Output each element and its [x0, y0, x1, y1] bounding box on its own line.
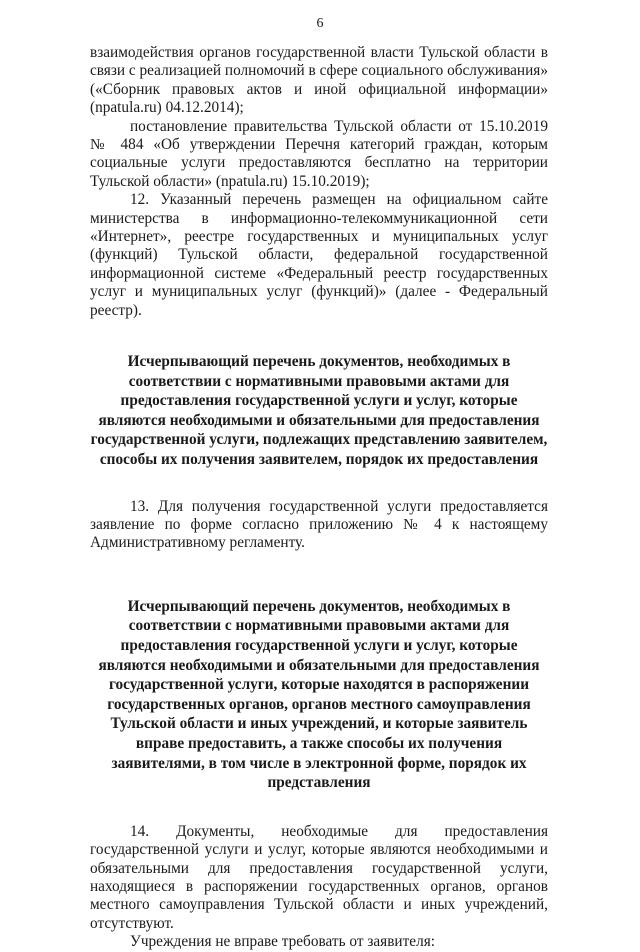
document-body: [90, 44, 548, 952]
paragraph-12: 12. Указанный перечень размещен на официальном сайте министерства в информационно-телекоммуникационной сети «Интернет», реестре государственных и муниципальных услуг (функций) Тульской области, федеральной государственной информационной системе «Федеральный реестр государственных услуг и муниципальных услуг (функций)» (далее - Федеральный реестр).: [90, 191, 548, 319]
paragraph-14: 14. Документы, необходимые для предоставления государственной услуги и услуг, которые являются необходимыми и обязательными для предоставления государственной услуги, находящиеся в распоряжении государственных органов, органов местного самоуправления Тульской области и иных учреждений, отсутствуют.: [90, 822, 548, 932]
paragraph-continuation: взаимодействия органов государственной власти Тульской области в связи с реализацией полномочий в сфере социального обслуживания» («Сборник правовых актов и иной официальной информации» (npatula.ru) 04.12.2014);: [90, 44, 548, 117]
page-number: 6: [316, 16, 324, 31]
paragraph-13: 13. Для получения государственной услуги предоставляется заявление по форме согласно приложению № 4 к настоящему Административному регламенту.: [90, 497, 548, 552]
paragraph-resolution: постановление правительства Тульской области от 15.10.2019 № 484 «Об утверждении Перечня категорий граждан, которым социальные услуги предоставляются бесплатно на территории Тульской области» (npatula.ru) 15.10.2019);: [90, 117, 548, 190]
section-heading-documents-required: Исчерпывающий перечень документов, необходимых в соответствии с нормативными правовыми актами для предоставления государственной услуги и услуг, которые являются необходимыми и обязательными для предоставления государственной услуги, подлежащих представлению заявителем, способы их получения заявителем, порядок их предоставления: [90, 353, 548, 469]
paragraph-institutions: Учреждения не вправе требовать от заявителя:: [130, 933, 435, 951]
section-heading-documents-in-possession: Исчерпывающий перечень документов, необходимых в соответствии с нормативными правовыми актами для предоставления государственной услуги и услуг, которые являются необходимыми и обязательными для предоставления государственной услуги, которые находятся в распоряжении государственных органов, органов местного самоуправления Тульской области и иных учреждений, и которые заявитель вправе предоставить, а также способы их получения заявителями, в том числе в электронной форме, порядок их представления: [98, 597, 540, 792]
